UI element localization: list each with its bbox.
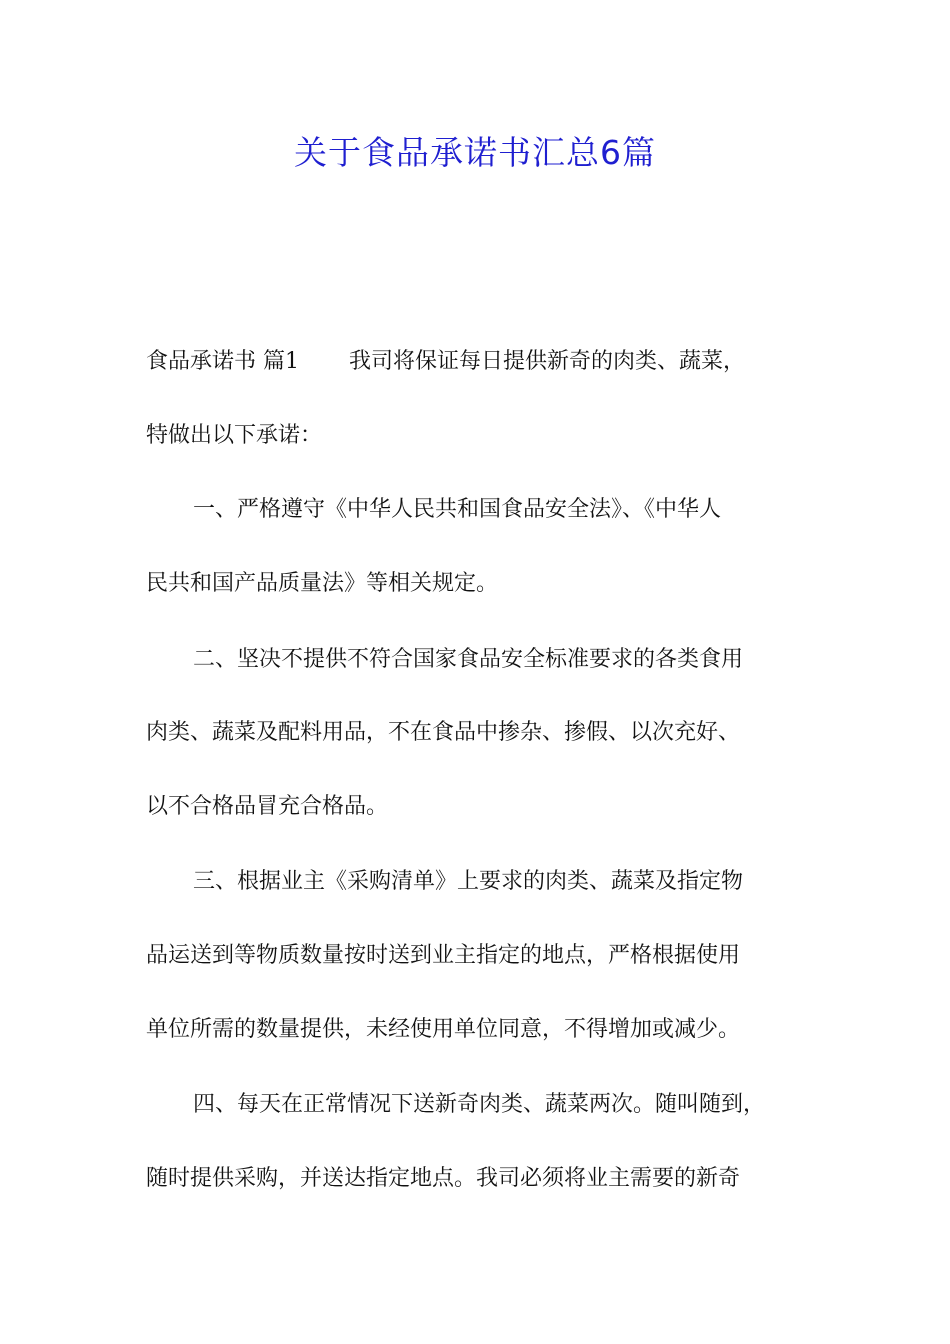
paragraph-line: 以不合格品冒充合格品。 — [146, 794, 389, 819]
document-title: 关于食品承诺书汇总6篇 — [294, 133, 656, 172]
paragraph-line: 四、每天在正常情况下送新奇肉类、蔬菜两次。随叫随到， — [193, 1092, 766, 1117]
paragraph-line: 肉类、蔬菜及配料用品，不在食品中掺杂、掺假、以次充好、 — [146, 720, 741, 745]
paragraph-line — [146, 347, 745, 377]
paragraph-line: 单位所需的数量提供，未经使用单位同意，不得增加或减少。 — [146, 1017, 741, 1042]
intro-text: 我司将保证每日提供新奇的肉类、蔬菜， — [349, 349, 746, 374]
paragraph-line: 二、坚决不提供不符合国家食品安全标准要求的各类食用 — [193, 647, 744, 672]
paragraph-line: 一、严格遵守《中华人民共和国食品安全法》、《中华人 — [193, 497, 722, 522]
paragraph-line: 品运送到等物质数量按时送到业主指定的地点，严格根据使用 — [146, 943, 741, 968]
paragraph-line: 民共和国产品质量法》等相关规定。 — [146, 571, 499, 596]
paragraph-line: 特做出以下承诺： — [146, 423, 323, 448]
section-heading: 食品承诺书 篇1 — [146, 349, 299, 374]
paragraph-line: 三、根据业主《采购清单》上要求的肉类、蔬菜及指定物 — [193, 869, 744, 894]
paragraph-line: 随时提供采购，并送达指定地点。我司必须将业主需要的新奇 — [146, 1166, 741, 1191]
